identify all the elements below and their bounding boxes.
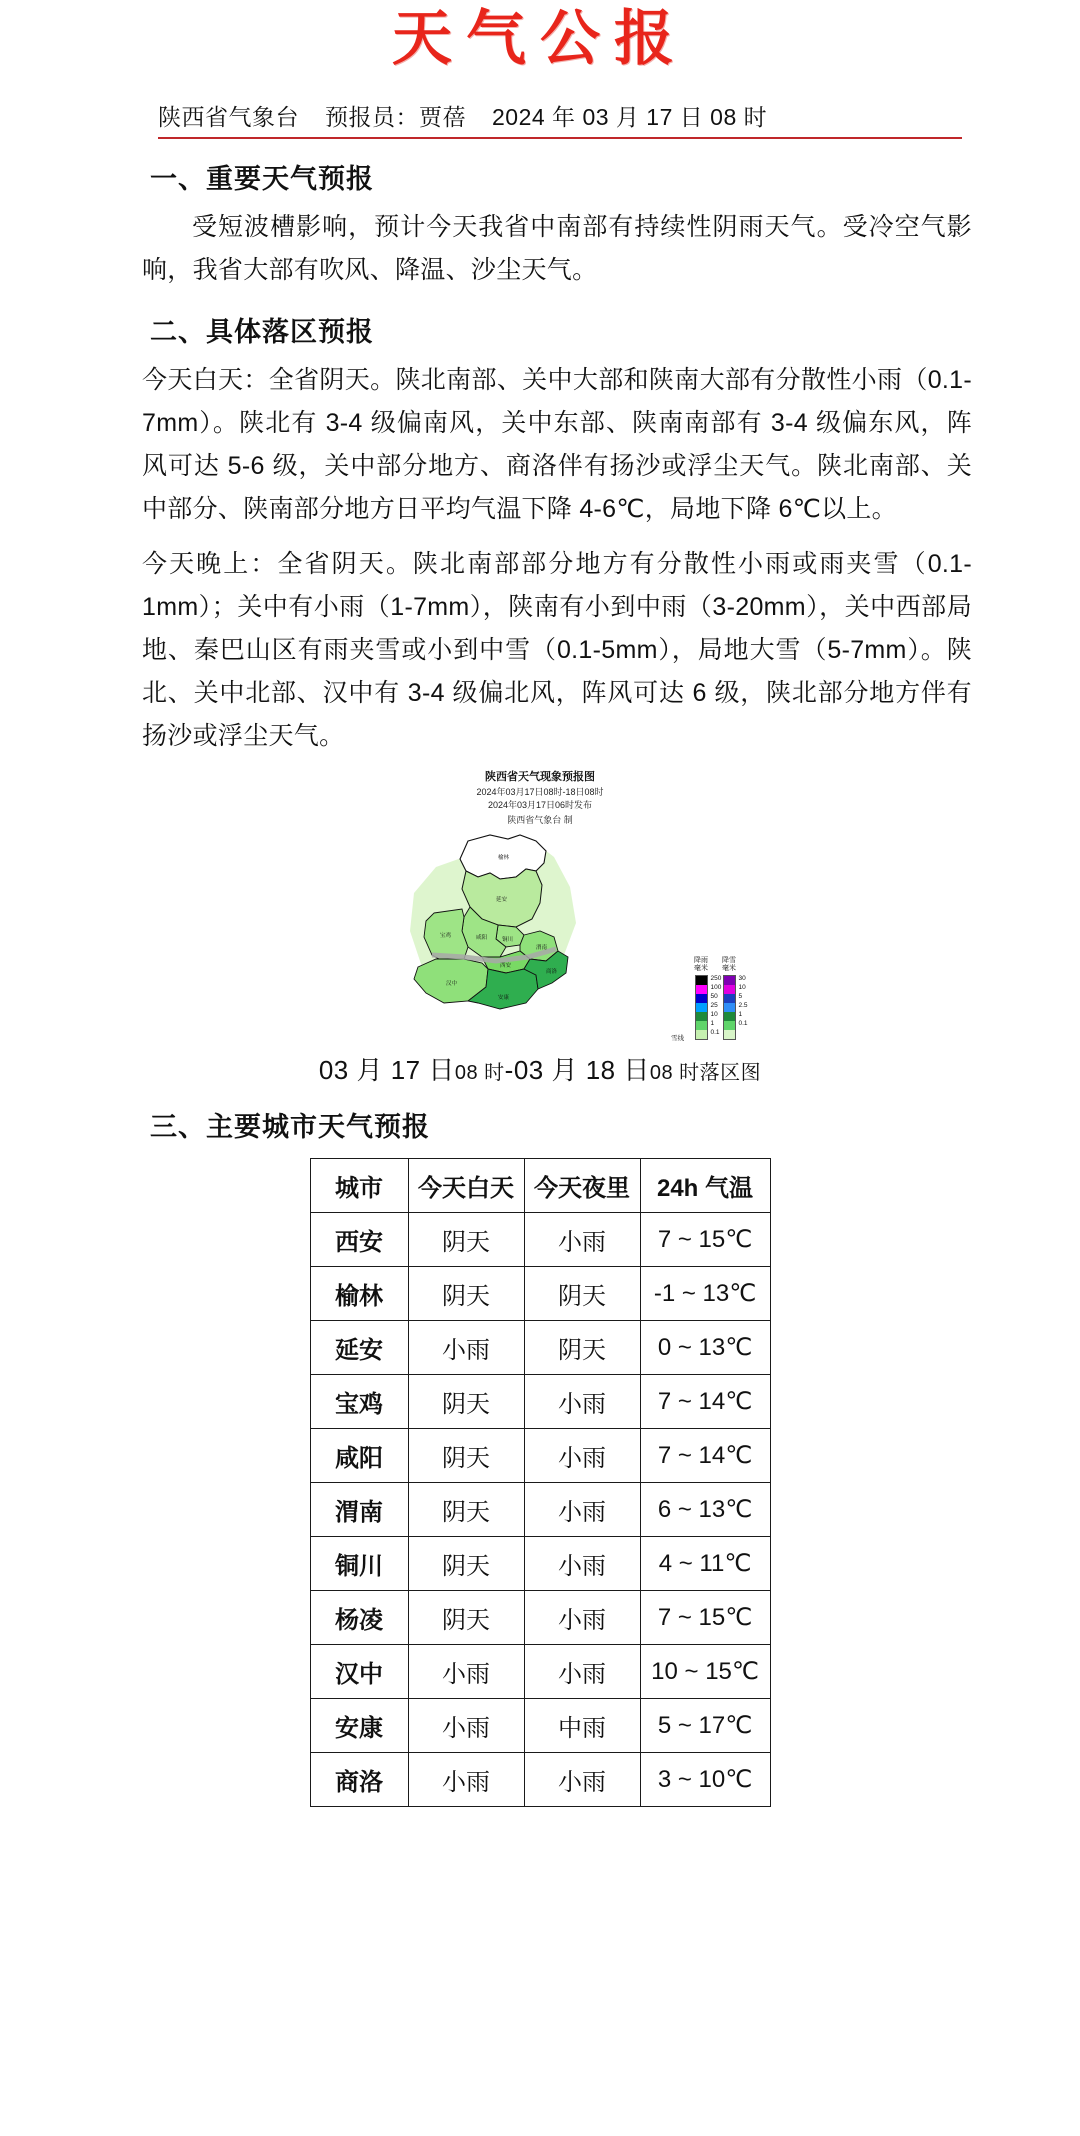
cell-temp: 6 ~ 13℃ [640, 1483, 770, 1537]
cell-city: 杨凌 [310, 1591, 408, 1645]
city-forecast-table [310, 1158, 771, 1807]
cell-night: 小雨 [524, 1753, 640, 1807]
col-night: 今天夜里 [524, 1159, 640, 1213]
cell-daytime: 小雨 [408, 1753, 524, 1807]
table-row [310, 1321, 770, 1375]
map-title: 陕西省天气现象预报图 [485, 771, 595, 783]
svg-text:榆林: 榆林 [498, 855, 510, 862]
cell-city: 商洛 [310, 1753, 408, 1807]
cell-city: 咸阳 [310, 1429, 408, 1483]
city-forecast-table-wrap [0, 1158, 1080, 1807]
cell-daytime: 阴天 [408, 1591, 524, 1645]
table-row [310, 1645, 770, 1699]
cell-city: 汉中 [310, 1645, 408, 1699]
section-heading-3: 三、主要城市天气预报 [150, 1112, 430, 1142]
svg-text:西安: 西安 [500, 963, 512, 970]
map-subtitle-producer: 陕西省气象台 制 [507, 815, 573, 826]
meta-datetime: 2024 年 03 月 17 日 08 时 [492, 104, 768, 130]
cell-daytime: 阴天 [408, 1537, 524, 1591]
cell-night: 小雨 [524, 1591, 640, 1645]
cell-daytime: 阴天 [408, 1429, 524, 1483]
cell-temp: 0 ~ 13℃ [640, 1321, 770, 1375]
cell-temp: 5 ~ 17℃ [640, 1699, 770, 1753]
cell-daytime: 阴天 [408, 1375, 524, 1429]
table-row [310, 1429, 770, 1483]
meta-forecaster: 预报员：贾蓓 [325, 104, 466, 130]
map-subtitle-issued: 2024年03月17日06时发布 [487, 799, 593, 810]
caption-hour2: 08 时 [649, 1062, 700, 1084]
cell-city: 西安 [310, 1213, 408, 1267]
map-subtitle-period: 2024年03月17日08时-18日08时 [476, 786, 604, 797]
table-row [310, 1483, 770, 1537]
cell-temp: 3 ~ 10℃ [640, 1753, 770, 1807]
cell-temp: -1 ~ 13℃ [640, 1267, 770, 1321]
map-title-block [340, 770, 740, 827]
legend-rain-bar: 250 100 50 25 10 1 0.1 [695, 975, 708, 1040]
legend-snow-unit: 毫米 [722, 965, 736, 973]
cell-night: 阴天 [524, 1321, 640, 1375]
cell-city: 铜川 [310, 1537, 408, 1591]
cell-city: 渭南 [310, 1483, 408, 1537]
cell-daytime: 阴天 [408, 1213, 524, 1267]
cell-night: 小雨 [524, 1483, 640, 1537]
cell-city: 宝鸡 [310, 1375, 408, 1429]
cell-night: 小雨 [524, 1213, 640, 1267]
caption-tail: 落区图 [699, 1062, 762, 1084]
cell-night: 小雨 [524, 1429, 640, 1483]
cell-city: 延安 [310, 1321, 408, 1375]
table-row [310, 1699, 770, 1753]
section-1-paragraph-1: 受短波槽影响，预计今天我省中南部有持续性阴雨天气。受冷空气影响，我省大部有吹风、降温、沙尘天气。 [142, 213, 972, 284]
svg-text:渭南: 渭南 [536, 945, 548, 952]
legend-snow-title [722, 957, 736, 973]
meta-agency: 陕西省气象台 [158, 104, 299, 130]
caption-date2: -03 月 18 日 [504, 1055, 650, 1085]
weather-map-figure [0, 770, 1080, 1087]
cell-night: 小雨 [524, 1375, 640, 1429]
col-city: 城市 [310, 1159, 408, 1213]
map-legend [694, 957, 748, 1040]
legend-snow-bar: 30 10 5 2.5 1 0.1 [723, 975, 736, 1040]
cell-night: 中雨 [524, 1699, 640, 1753]
table-row [310, 1537, 770, 1591]
table-row [310, 1213, 770, 1267]
cell-city: 榆林 [310, 1267, 408, 1321]
section-heading-1: 一、重要天气预报 [150, 164, 374, 194]
meta-line [158, 99, 962, 135]
svg-text:安康: 安康 [498, 995, 510, 1002]
table-row [310, 1267, 770, 1321]
map-canvas [340, 827, 748, 1052]
table-row [310, 1753, 770, 1807]
svg-text:延安: 延安 [496, 897, 508, 904]
cell-night: 阴天 [524, 1267, 640, 1321]
meta-header [158, 99, 962, 139]
cell-temp: 7 ~ 15℃ [640, 1213, 770, 1267]
legend-rain [694, 957, 722, 1040]
svg-text:铜川: 铜川 [502, 937, 514, 944]
cell-temp: 7 ~ 14℃ [640, 1429, 770, 1483]
svg-text:宝鸡: 宝鸡 [440, 933, 452, 940]
legend-snow-name: 降雪 [722, 957, 736, 965]
caption-hour1: 08 时 [454, 1062, 505, 1084]
legend-rain-title [694, 957, 708, 973]
col-daytime: 今天白天 [408, 1159, 524, 1213]
table-header-row [310, 1159, 770, 1213]
svg-text:商洛: 商洛 [546, 969, 558, 976]
cell-daytime: 小雨 [408, 1321, 524, 1375]
table-row [310, 1591, 770, 1645]
cell-city: 安康 [310, 1699, 408, 1753]
section-heading-2: 二、具体落区预报 [150, 317, 374, 347]
cell-night: 小雨 [524, 1537, 640, 1591]
cell-temp: 10 ~ 15℃ [640, 1645, 770, 1699]
legend-rain-unit: 毫米 [694, 965, 708, 973]
cell-temp: 7 ~ 14℃ [640, 1375, 770, 1429]
legend-rain-name: 降雨 [694, 957, 708, 965]
col-temp: 24h 气温 [640, 1159, 770, 1213]
page-title: 天气公报 [392, 4, 688, 74]
cell-temp: 4 ~ 11℃ [640, 1537, 770, 1591]
legend-snowline-note: 雪线 [671, 1035, 684, 1043]
cell-night: 小雨 [524, 1645, 640, 1699]
section-2-paragraph-day: 今天白天：全省阴天。陕北南部、关中大部和陕南大部有分散性小雨（0.1-7mm）。陕北有 3-4 级偏南风，关中东部、陕南南部有 3-4 级偏东风，阵风可达 5-6 级，关中部分地方、商洛伴有扬沙或浮尘天气。陕北南部、关中部分、陕南部分地方日平均气温下降 4-6℃，局地下降 6℃以上。 [142, 366, 972, 523]
cell-daytime: 小雨 [408, 1699, 524, 1753]
svg-text:咸阳: 咸阳 [476, 935, 488, 942]
weather-map [340, 770, 748, 1043]
section-2-paragraph-night: 今天晚上：全省阴天。陕北南部部分地方有分散性小雨或雨夹雪（0.1-1mm）；关中有小雨（1-7mm），陕南有小到中雨（3-20mm），关中西部局地、秦巴山区有雨夹雪或小到中雪（0.1-5mm），局地大雪（5-7mm）。陕北、关中北部、汉中有 3-4 级偏北风，阵风可达 6 级，陕北部分地方伴有扬沙或浮尘天气。 [142, 550, 972, 750]
cell-daytime: 阴天 [408, 1483, 524, 1537]
table-row [310, 1375, 770, 1429]
caption-date1: 03 月 17 日 [318, 1055, 455, 1085]
cell-daytime: 阴天 [408, 1267, 524, 1321]
svg-text:汉中: 汉中 [446, 981, 458, 988]
cell-daytime: 小雨 [408, 1645, 524, 1699]
cell-temp: 7 ~ 15℃ [640, 1591, 770, 1645]
shaanxi-map-svg [340, 827, 740, 1052]
figure-caption [319, 1050, 761, 1087]
legend-snow [722, 957, 748, 1040]
